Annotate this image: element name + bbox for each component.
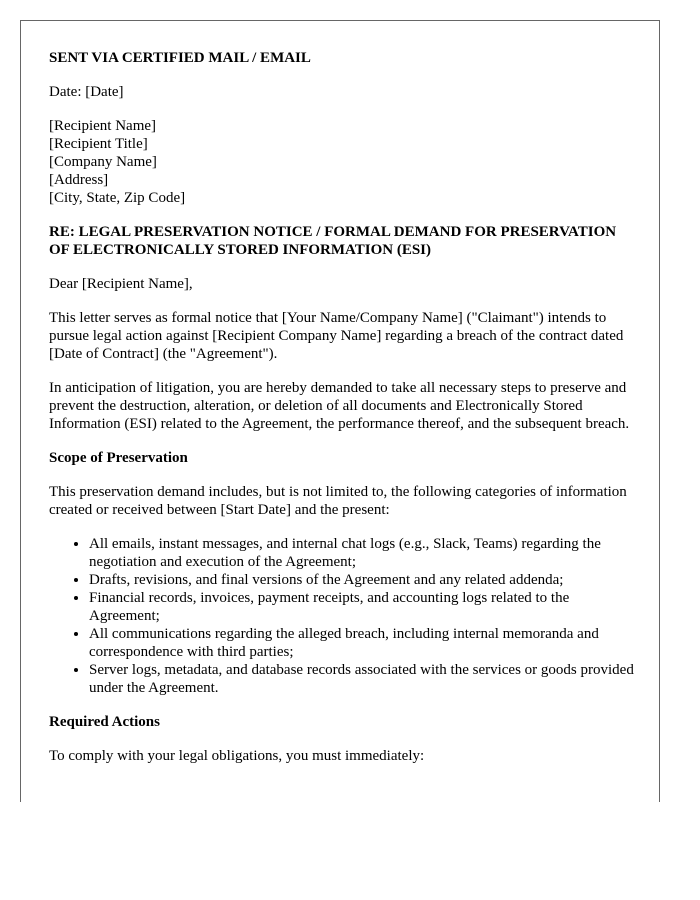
date-line: Date: [Date] [49, 84, 124, 100]
scope-heading: Scope of Preservation [49, 450, 188, 466]
list-item: • Drafts, revisions, and final versions of the Agreement and any related addenda; [89, 571, 639, 589]
list-item: • All emails, instant messages, and internal chat logs (e.g., Slack, Teams) regarding the negotiation and execution of the Agreement; [89, 535, 639, 571]
list-item: • Server logs, metadata, and database records associated with the services or goods provided under the Agreement. [89, 661, 639, 697]
recipient-name: [Recipient Name] [49, 118, 157, 134]
letter-page [20, 20, 660, 802]
list-item: • Financial records, invoices, payment receipts, and accounting logs related to the Agreement; [89, 589, 639, 625]
letter-content [49, 49, 639, 781]
recipient-address-block [49, 117, 639, 207]
sent-via-line: SENT VIA CERTIFIED MAIL / EMAIL [49, 50, 311, 66]
recipient-address: [Address] [49, 172, 109, 188]
scope-intro: This preservation demand includes, but is not limited to, the following categories of information created or received between [Start Date] and the present: [49, 484, 627, 518]
actions-heading: Required Actions [49, 714, 160, 730]
paragraph-demand: In anticipation of litigation, you are hereby demanded to take all necessary steps to preserve and prevent the destruction, alteration, or deletion of all documents and Electronically Stored Information (ESI) related to the Agreement, the performance thereof, and the subsequent breach. [49, 380, 630, 432]
scope-list [49, 535, 639, 697]
actions-intro: To comply with your legal obligations, you must immediately: [49, 748, 425, 764]
recipient-company: [Company Name] [49, 154, 157, 170]
paragraph-notice: This letter serves as formal notice that [Your Name/Company Name] ("Claimant") intends to pursue legal action against [Recipient Company Name] regarding a breach of the contract dated [Date of Contract] (the "Agreement"). [49, 310, 624, 362]
list-item: • All communications regarding the alleged breach, including internal memoranda and correspondence with third parties; [89, 625, 639, 661]
recipient-title: [Recipient Title] [49, 136, 148, 152]
recipient-city-state-zip: [City, State, Zip Code] [49, 190, 186, 206]
salutation: Dear [Recipient Name], [49, 276, 193, 292]
subject-line: RE: LEGAL PRESERVATION NOTICE / FORMAL DEMAND FOR PRESERVATION OF ELECTRONICALLY STORED INFORMATION (ESI) [49, 224, 617, 258]
